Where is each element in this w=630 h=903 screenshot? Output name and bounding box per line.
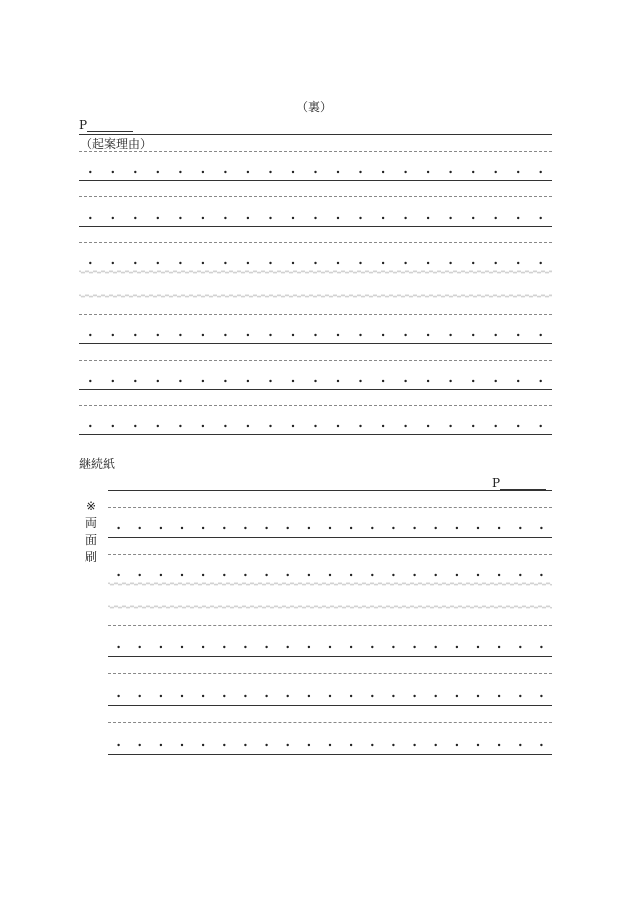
- guide-dot: [472, 217, 474, 219]
- guide-dot: [359, 380, 361, 382]
- guide-dot: [292, 380, 294, 382]
- guide-dot: [179, 217, 181, 219]
- dashed-guide: [79, 196, 552, 197]
- guide-dot: [329, 695, 331, 697]
- guide-dot: [244, 527, 246, 529]
- guide-dot: [498, 527, 500, 529]
- guide-dot: [540, 380, 542, 382]
- dot-row: [108, 525, 552, 531]
- guide-dot: [477, 695, 479, 697]
- guide-dot: [314, 334, 316, 336]
- dot-row: [79, 215, 552, 221]
- guide-dot: [134, 334, 136, 336]
- page-number-prefix: P: [79, 118, 88, 132]
- guide-dot: [413, 695, 415, 697]
- guide-dot: [287, 744, 289, 746]
- guide-dot: [292, 425, 294, 427]
- guide-dot: [435, 527, 437, 529]
- guide-dot: [337, 380, 339, 382]
- guide-dot: [179, 171, 181, 173]
- guide-dot: [392, 527, 394, 529]
- guide-dot: [202, 646, 204, 648]
- writing-line: [79, 434, 552, 435]
- guide-dot: [472, 380, 474, 382]
- dashed-guide: [108, 507, 552, 508]
- guide-dot: [413, 744, 415, 746]
- guide-dot: [112, 425, 114, 427]
- writing-line: [79, 180, 552, 181]
- guide-dot: [112, 380, 114, 382]
- dot-row: [79, 423, 552, 429]
- guide-dot: [350, 744, 352, 746]
- dot-row: [79, 378, 552, 384]
- guide-dot: [495, 217, 497, 219]
- guide-dot: [224, 425, 226, 427]
- guide-dot: [456, 744, 458, 746]
- guide-dot: [112, 334, 114, 336]
- guide-dot: [179, 262, 181, 264]
- guide-dot: [350, 646, 352, 648]
- guide-dot: [359, 217, 361, 219]
- guide-dot: [435, 646, 437, 648]
- guide-dot: [519, 574, 521, 576]
- guide-dot: [498, 744, 500, 746]
- guide-dot: [139, 574, 141, 576]
- guide-dot: [244, 744, 246, 746]
- guide-dot: [202, 171, 204, 173]
- dot-row: [79, 332, 552, 338]
- guide-dot: [265, 527, 267, 529]
- guide-dot: [139, 527, 141, 529]
- guide-dot: [157, 217, 159, 219]
- guide-dot: [498, 695, 500, 697]
- guide-dot: [540, 217, 542, 219]
- guide-dot: [427, 217, 429, 219]
- guide-dot: [404, 262, 406, 264]
- guide-dot: [292, 334, 294, 336]
- guide-dot: [427, 171, 429, 173]
- guide-dot: [540, 334, 542, 336]
- guide-dot: [540, 695, 542, 697]
- guide-dot: [435, 695, 437, 697]
- guide-dot: [292, 217, 294, 219]
- dashed-guide: [79, 314, 552, 315]
- guide-dot: [269, 425, 271, 427]
- guide-dot: [224, 334, 226, 336]
- guide-dot: [519, 744, 521, 746]
- guide-dot: [139, 744, 141, 746]
- writing-line: [108, 705, 552, 706]
- guide-dot: [160, 744, 162, 746]
- guide-dot: [292, 171, 294, 173]
- note-char-2: 面: [84, 533, 97, 547]
- guide-dot: [495, 380, 497, 382]
- writing-line: [79, 226, 552, 227]
- guide-dot: [359, 425, 361, 427]
- writing-line: [79, 389, 552, 390]
- guide-dot: [160, 574, 162, 576]
- guide-dot: [117, 695, 119, 697]
- omission-wave: [108, 580, 552, 588]
- section2-top-rule: [108, 490, 552, 491]
- guide-dot: [134, 171, 136, 173]
- guide-dot: [371, 646, 373, 648]
- guide-dot: [269, 217, 271, 219]
- guide-dot: [517, 171, 519, 173]
- guide-dot: [337, 425, 339, 427]
- dashed-guide: [79, 360, 552, 361]
- writing-line: [108, 537, 552, 538]
- guide-dot: [202, 425, 204, 427]
- guide-dot: [287, 646, 289, 648]
- guide-dot: [519, 646, 521, 648]
- guide-dot: [427, 262, 429, 264]
- dashed-guide: [108, 673, 552, 674]
- guide-dot: [223, 574, 225, 576]
- guide-dot: [456, 646, 458, 648]
- guide-dot: [404, 380, 406, 382]
- guide-dot: [223, 695, 225, 697]
- guide-dot: [382, 380, 384, 382]
- guide-dot: [224, 380, 226, 382]
- guide-dot: [112, 217, 114, 219]
- guide-dot: [181, 527, 183, 529]
- guide-dot: [382, 334, 384, 336]
- guide-dot: [202, 380, 204, 382]
- guide-dot: [540, 574, 542, 576]
- guide-dot: [265, 744, 267, 746]
- guide-dot: [247, 380, 249, 382]
- guide-dot: [337, 262, 339, 264]
- guide-dot: [244, 574, 246, 576]
- guide-dot: [160, 527, 162, 529]
- guide-dot: [517, 425, 519, 427]
- guide-dot: [435, 744, 437, 746]
- guide-dot: [117, 527, 119, 529]
- guide-dot: [117, 574, 119, 576]
- guide-dot: [329, 574, 331, 576]
- guide-dot: [247, 217, 249, 219]
- guide-dot: [472, 171, 474, 173]
- guide-dot: [247, 262, 249, 264]
- guide-dot: [202, 527, 204, 529]
- dashed-guide: [108, 554, 552, 555]
- guide-dot: [495, 262, 497, 264]
- guide-dot: [517, 380, 519, 382]
- guide-dot: [244, 646, 246, 648]
- section1-title: （起案理由）: [80, 137, 153, 151]
- guide-dot: [477, 527, 479, 529]
- continuation-page-number-field[interactable]: [492, 476, 546, 490]
- omission-wave: [79, 268, 552, 276]
- guide-dot: [308, 527, 310, 529]
- guide-dot: [292, 262, 294, 264]
- guide-dot: [89, 334, 91, 336]
- guide-dot: [329, 744, 331, 746]
- writing-line: [108, 754, 552, 755]
- guide-dot: [265, 695, 267, 697]
- page-side-label: （裏）: [296, 100, 333, 114]
- guide-dot: [160, 646, 162, 648]
- guide-dot: [269, 262, 271, 264]
- guide-dot: [449, 171, 451, 173]
- guide-dot: [477, 574, 479, 576]
- guide-dot: [359, 171, 361, 173]
- guide-dot: [456, 695, 458, 697]
- guide-dot: [498, 646, 500, 648]
- guide-dot: [519, 527, 521, 529]
- guide-dot: [540, 527, 542, 529]
- writing-line: [108, 656, 552, 657]
- dot-row: [108, 742, 552, 748]
- guide-dot: [314, 425, 316, 427]
- guide-dot: [181, 574, 183, 576]
- guide-dot: [89, 425, 91, 427]
- guide-dot: [359, 262, 361, 264]
- guide-dot: [157, 334, 159, 336]
- guide-dot: [224, 217, 226, 219]
- continuation-page-number-prefix: P: [492, 476, 501, 490]
- guide-dot: [314, 171, 316, 173]
- guide-dot: [392, 646, 394, 648]
- guide-dot: [449, 217, 451, 219]
- double-sided-note: [84, 498, 98, 566]
- guide-dot: [223, 527, 225, 529]
- guide-dot: [427, 380, 429, 382]
- guide-dot: [134, 425, 136, 427]
- guide-dot: [350, 527, 352, 529]
- guide-dot: [244, 695, 246, 697]
- guide-dot: [329, 527, 331, 529]
- guide-dot: [382, 262, 384, 264]
- guide-dot: [247, 334, 249, 336]
- guide-dot: [449, 262, 451, 264]
- guide-dot: [495, 425, 497, 427]
- guide-dot: [117, 646, 119, 648]
- guide-dot: [540, 744, 542, 746]
- guide-dot: [435, 574, 437, 576]
- guide-dot: [202, 695, 204, 697]
- guide-dot: [404, 217, 406, 219]
- dot-row: [79, 260, 552, 266]
- guide-dot: [308, 646, 310, 648]
- guide-dot: [287, 574, 289, 576]
- dashed-guide: [79, 242, 552, 243]
- note-mark: ※: [85, 499, 97, 513]
- guide-dot: [350, 574, 352, 576]
- guide-dot: [223, 744, 225, 746]
- guide-dot: [179, 425, 181, 427]
- guide-dot: [371, 574, 373, 576]
- guide-dot: [382, 171, 384, 173]
- writing-line: [79, 343, 552, 344]
- guide-dot: [314, 262, 316, 264]
- guide-dot: [427, 425, 429, 427]
- guide-dot: [517, 262, 519, 264]
- guide-dot: [449, 425, 451, 427]
- guide-dot: [449, 334, 451, 336]
- guide-dot: [202, 334, 204, 336]
- page-number-field[interactable]: [79, 118, 133, 132]
- guide-dot: [337, 171, 339, 173]
- guide-dot: [371, 527, 373, 529]
- guide-dot: [89, 262, 91, 264]
- guide-dot: [181, 646, 183, 648]
- guide-dot: [287, 527, 289, 529]
- guide-dot: [449, 380, 451, 382]
- guide-dot: [472, 425, 474, 427]
- guide-dot: [477, 646, 479, 648]
- guide-dot: [89, 217, 91, 219]
- guide-dot: [371, 695, 373, 697]
- guide-dot: [181, 744, 183, 746]
- guide-dot: [117, 744, 119, 746]
- guide-dot: [134, 217, 136, 219]
- guide-dot: [265, 574, 267, 576]
- section2-title: 継続紙: [79, 457, 116, 471]
- omission-wave: [79, 292, 552, 300]
- guide-dot: [540, 425, 542, 427]
- guide-dot: [314, 217, 316, 219]
- guide-dot: [139, 646, 141, 648]
- guide-dot: [139, 695, 141, 697]
- guide-dot: [308, 695, 310, 697]
- dashed-guide: [108, 722, 552, 723]
- guide-dot: [337, 334, 339, 336]
- guide-dot: [181, 695, 183, 697]
- guide-dot: [519, 695, 521, 697]
- guide-dot: [202, 262, 204, 264]
- guide-dot: [477, 744, 479, 746]
- dot-row: [108, 572, 552, 578]
- guide-dot: [350, 695, 352, 697]
- guide-dot: [224, 171, 226, 173]
- guide-dot: [382, 425, 384, 427]
- guide-dot: [413, 574, 415, 576]
- guide-dot: [179, 334, 181, 336]
- guide-dot: [314, 380, 316, 382]
- guide-dot: [404, 425, 406, 427]
- guide-dot: [112, 171, 114, 173]
- guide-dot: [157, 380, 159, 382]
- guide-dot: [223, 646, 225, 648]
- guide-dot: [517, 217, 519, 219]
- guide-dot: [495, 171, 497, 173]
- guide-dot: [495, 334, 497, 336]
- guide-dot: [269, 334, 271, 336]
- guide-dot: [382, 217, 384, 219]
- guide-dot: [371, 744, 373, 746]
- guide-dot: [202, 744, 204, 746]
- guide-dot: [413, 646, 415, 648]
- continuation-page-number-blank[interactable]: [500, 477, 546, 490]
- section1-top-rule: [79, 134, 552, 135]
- guide-dot: [179, 380, 181, 382]
- guide-dot: [308, 744, 310, 746]
- guide-dot: [540, 171, 542, 173]
- note-char-3: 刷: [84, 550, 97, 564]
- dashed-guide: [108, 625, 552, 626]
- guide-dot: [157, 425, 159, 427]
- guide-dot: [392, 744, 394, 746]
- guide-dot: [359, 334, 361, 336]
- guide-dot: [89, 380, 91, 382]
- guide-dot: [89, 171, 91, 173]
- guide-dot: [337, 217, 339, 219]
- guide-dot: [224, 262, 226, 264]
- guide-dot: [287, 695, 289, 697]
- guide-dot: [160, 695, 162, 697]
- guide-dot: [134, 262, 136, 264]
- guide-dot: [247, 171, 249, 173]
- guide-dot: [329, 646, 331, 648]
- guide-dot: [456, 574, 458, 576]
- dot-row: [79, 169, 552, 175]
- guide-dot: [247, 425, 249, 427]
- guide-dot: [456, 527, 458, 529]
- guide-dot: [472, 334, 474, 336]
- guide-dot: [392, 695, 394, 697]
- guide-dot: [202, 574, 204, 576]
- guide-dot: [269, 171, 271, 173]
- guide-dot: [517, 334, 519, 336]
- guide-dot: [540, 262, 542, 264]
- guide-dot: [112, 262, 114, 264]
- dashed-guide: [79, 151, 552, 152]
- guide-dot: [413, 527, 415, 529]
- guide-dot: [540, 646, 542, 648]
- guide-dot: [472, 262, 474, 264]
- page-number-blank[interactable]: [87, 119, 133, 132]
- guide-dot: [404, 334, 406, 336]
- guide-dot: [265, 646, 267, 648]
- note-char-1: 両: [84, 516, 97, 530]
- guide-dot: [404, 171, 406, 173]
- guide-dot: [308, 574, 310, 576]
- guide-dot: [157, 171, 159, 173]
- guide-dot: [269, 380, 271, 382]
- omission-wave: [108, 603, 552, 611]
- guide-dot: [134, 380, 136, 382]
- guide-dot: [392, 574, 394, 576]
- dot-row: [108, 644, 552, 650]
- guide-dot: [498, 574, 500, 576]
- guide-dot: [157, 262, 159, 264]
- guide-dot: [427, 334, 429, 336]
- dot-row: [108, 693, 552, 699]
- dashed-guide: [79, 405, 552, 406]
- guide-dot: [202, 217, 204, 219]
